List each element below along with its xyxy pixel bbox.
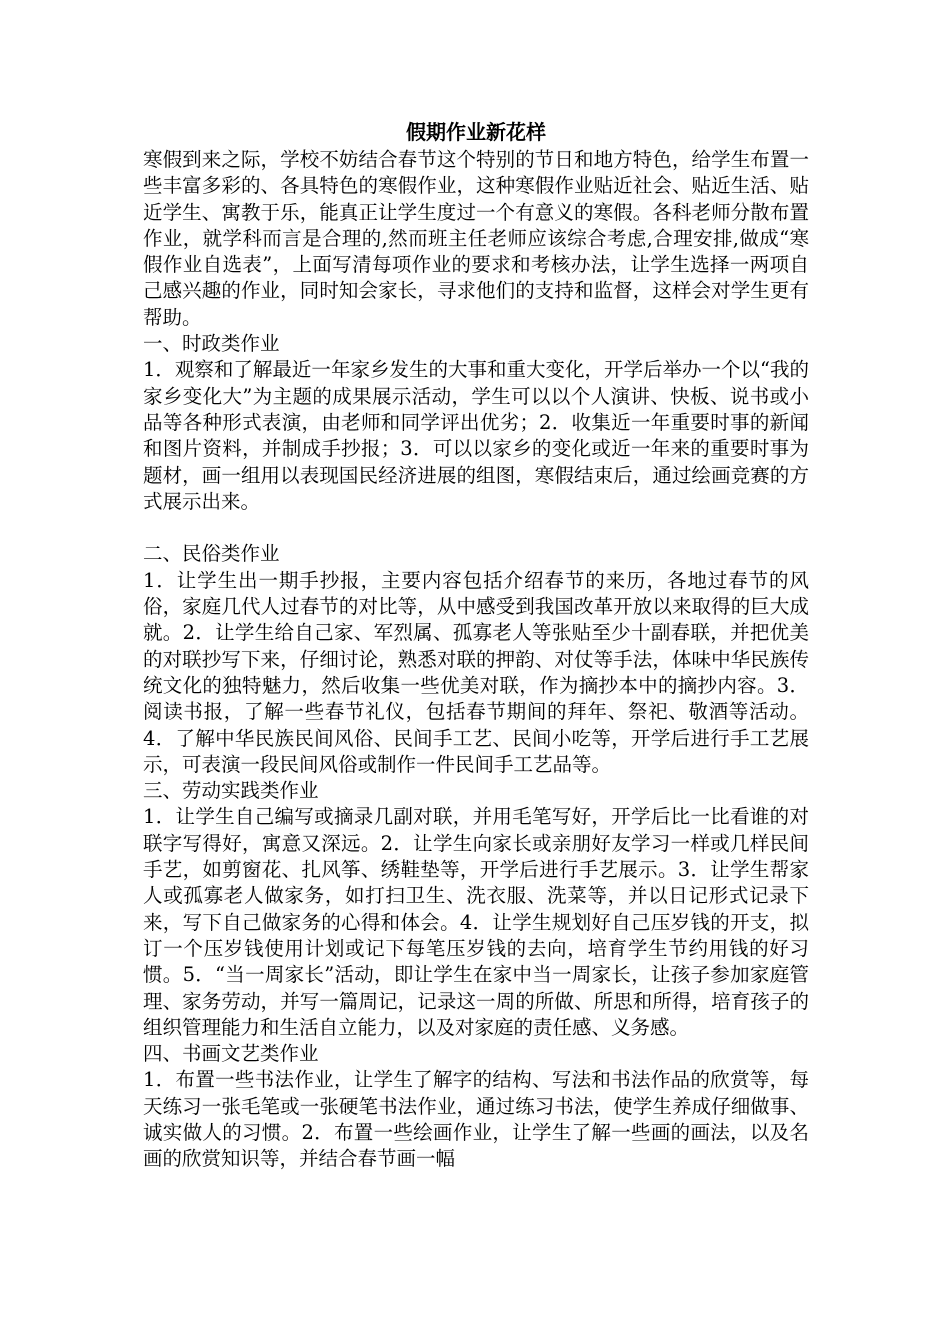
section-body-folk-customs: 1．让学生出一期手抄报，主要内容包括介绍春节的来历，各地过春节的风俗，家庭几代人过春节的对比等，从中感受到我国改革开放以来取得的巨大成就。2．让学生给自己家、军烈属、孤寡老人等张贴至少十副春联，并把优美的对联抄写下来，仔细讨论，熟悉对联的押韵、对仗等手法，体味中华民族传统文化的独特魅力，然后收集一些优美对联，作为摘抄本中的摘抄内容。3．阅读书报，了解一些春节礼仪，包括春节期间的拜年、祭祀、敬酒等活动。4．了解中华民族民间风俗、民间手工艺、民间小吃等，开学后进行手工艺展示，可表演一段民间风俗或制作一件民间手工艺品等。 — [143, 568, 809, 776]
document-page — [143, 118, 809, 1173]
section-heading-folk-customs: 二、民俗类作业 — [143, 542, 280, 566]
document-title: 假期作业新花样 — [406, 120, 546, 144]
section-body-calligraphy-art: 1．布置一些书法作业，让学生了解字的结构、写法和书法作品的欣赏等，每天练习一张毛笔或一张硬笔书法作业，通过练习书法，使学生养成仔细做事、诚实做人的习惯。2．布置一些绘画作业，让学生了解一些画的画法，以及名画的欣赏知识等，并结合春节画一幅 — [143, 1068, 809, 1171]
section-heading-politics: 一、时政类作业 — [143, 332, 280, 356]
section-heading-calligraphy-art: 四、书画文艺类作业 — [143, 1042, 319, 1066]
section-body-labor-practice: 1．让学生自己编写或摘录几副对联，并用毛笔写好，开学后比一比看谁的对联字写得好，寓意又深远。2．让学生向家长或亲朋好友学习一样或几样民间手艺，如剪窗花、扎风筝、绣鞋垫等，开学后进行手艺展示。3．让学生帮家人或孤寡老人做家务，如打扫卫生、洗衣服、洗菜等，并以日记形式记录下来，写下自己做家务的心得和体会。4．让学生规划好自己压岁钱的开支，拟订一个压岁钱使用计划或记下每笔压岁钱的去向，培育学生节约用钱的好习惯。5．“当一周家长”活动，即让学生在家中当一周家长，让孩子参加家庭管理、家务劳动，并写一篇周记，记录这一周的所做、所思和所得，培育孩子的组织管理能力和生活自立能力，以及对家庭的责任感、义务感。 — [143, 805, 809, 1039]
section-body-politics: 1．观察和了解最近一年家乡发生的大事和重大变化，开学后举办一个以“我的家乡变化大”为主题的成果展示活动，学生可以以个人演讲、快板、说书或小品等各种形式表演，由老师和同学评出优劣；2．收集近一年重要时事的新闻和图片资料，并制成手抄报；3．可以以家乡的变化或近一年来的重要时事为题材，画一组用以表现国民经济进展的组图，寒假结束后，通过绘画竞赛的方式展示出来。 — [143, 358, 809, 513]
blank-line — [143, 515, 809, 541]
section-heading-labor-practice: 三、劳动实践类作业 — [143, 779, 319, 803]
intro-paragraph: 寒假到来之际，学校不妨结合春节这个特别的节日和地方特色，给学生布置一些丰富多彩的、各具特色的寒假作业，这种寒假作业贴近社会、贴近生活、贴近学生、寓教于乐，能真正让学生度过一个有意义的寒假。各科老师分散布置作业，就学科而言是合理的,然而班主任老师应该综合考虑,合理安排,做成“寒假作业自选表”，上面写清每项作业的要求和考核办法，让学生选择一两项自己感兴趣的作业，同时知会家长，寻求他们的支持和监督，这样会对学生更有帮助。 — [143, 148, 809, 329]
